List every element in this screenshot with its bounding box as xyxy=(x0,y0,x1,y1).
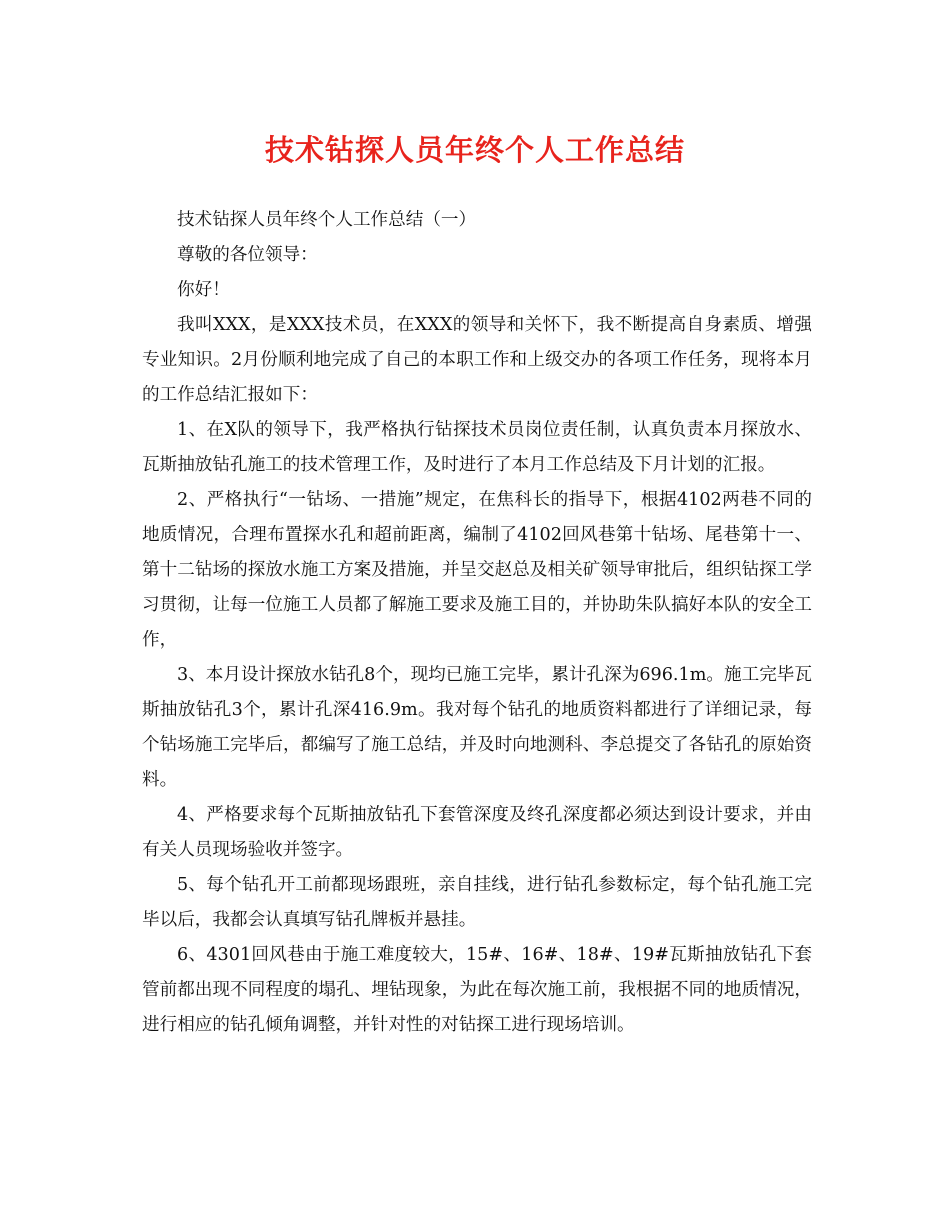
subtitle-paragraph: 技术钻探人员年终个人工作总结（一） xyxy=(177,210,477,230)
item-4-paragraph: 4、严格要求每个瓦斯抽放钻孔下套管深度及终孔深度都必须达到设计要求，并由有关人员现场验收并签字。 xyxy=(142,805,812,860)
greeting-paragraph: 你好！ xyxy=(177,280,230,300)
document-body xyxy=(142,203,812,1043)
document-title: 技术钻探人员年终个人工作总结 xyxy=(264,133,685,167)
item-2-paragraph: 2、严格执行“一钻场、一措施”规定，在焦科长的指导下，根据4102两巷不同的地质情况，合理布置探水孔和超前距离，编制了4102回风巷第十钻场、尾巷第十一、第十二钻场的探放水施工方案及措施，并呈交赵总及相关矿领导审批后，组织钻探工学习贯彻，让每一位施工人员都了解施工要求及施工目的，并协助朱队搞好本队的安全工作， xyxy=(142,490,812,650)
intro-paragraph: 我叫XXX，是XXX技术员，在XXX的领导和关怀下，我不断提高自身素质、增强专业知识。2月份顺利地完成了自己的本职工作和上级交办的各项工作任务，现将本月的工作总结汇报如下： xyxy=(142,315,812,405)
item-5-paragraph: 5、每个钻孔开工前都现场跟班，亲自挂线，进行钻孔参数标定，每个钻孔施工完毕以后，我都会认真填写钻孔牌板并悬挂。 xyxy=(142,875,812,930)
item-1-paragraph: 1、在X队的领导下，我严格执行钻探技术员岗位责任制，认真负责本月探放水、瓦斯抽放钻孔施工的技术管理工作，及时进行了本月工作总结及下月计划的汇报。 xyxy=(142,420,812,475)
salutation-paragraph: 尊敬的各位领导： xyxy=(177,245,318,265)
item-3-paragraph: 3、本月设计探放水钻孔8个，现均已施工完毕，累计孔深为696.1m。施工完毕瓦斯抽放钻孔3个，累计孔深416.9m。我对每个钻孔的地质资料都进行了详细记录，每个钻场施工完毕后，都编写了施工总结，并及时向地测科、李总提交了各钻孔的原始资料。 xyxy=(142,665,812,790)
item-6-paragraph: 6、4301回风巷由于施工难度较大，15#、16#、18#、19#瓦斯抽放钻孔下套管前都出现不同程度的塌孔、埋钻现象，为此在每次施工前，我根据不同的地质情况，进行相应的钻孔倾角调整，并针对性的对钻探工进行现场培训。 xyxy=(142,945,812,1035)
